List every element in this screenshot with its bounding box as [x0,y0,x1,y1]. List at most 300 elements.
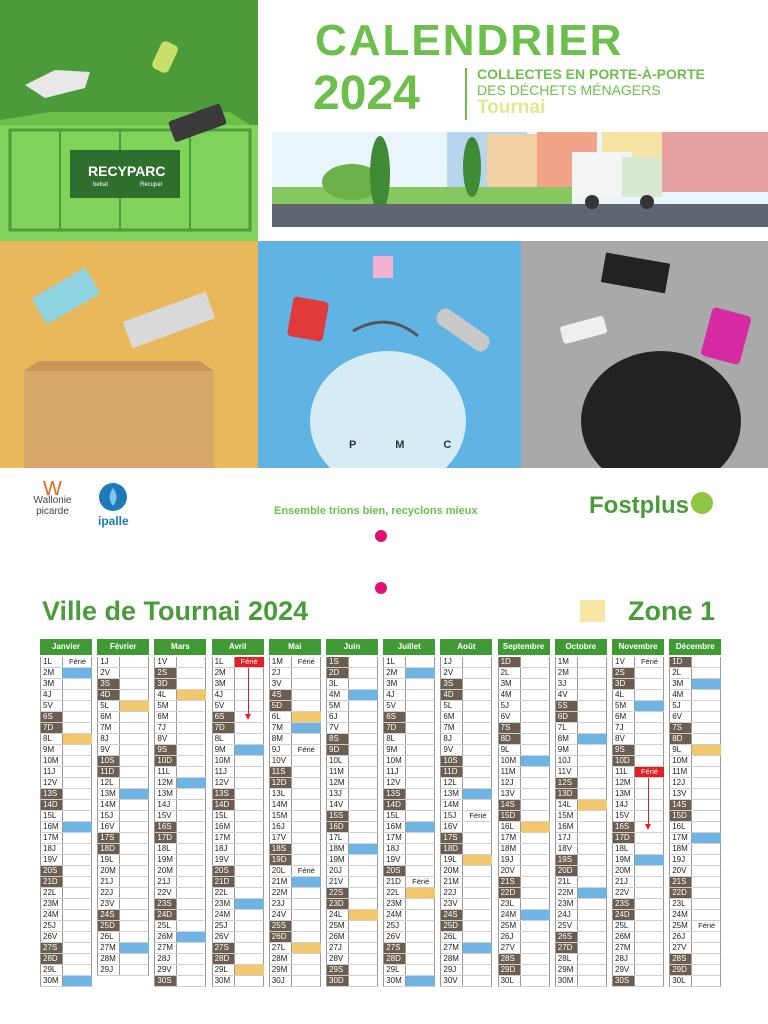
day-row [555,921,607,932]
day-row [40,800,92,811]
collection-cell [463,921,492,931]
collection-cell [292,712,321,722]
collection-cell [578,844,607,854]
collection-cell [235,800,264,810]
day-row [669,679,721,690]
day-row [383,811,435,822]
day-label: 11J [213,767,235,777]
collection-cell [635,800,664,810]
month-column [669,639,721,1024]
day-label: 16S [613,822,635,832]
collection-cell [406,888,435,898]
day-label: 8M [270,734,292,744]
residual-waste-panel [521,241,768,468]
day-row [555,668,607,679]
day-label: 1V [155,657,177,667]
day-row [154,679,206,690]
day-row [440,877,492,888]
day-label: 21D [41,877,63,887]
day-row [612,888,664,899]
day-label: 28J [613,954,635,964]
day-row [154,877,206,888]
day-label: 13M [613,789,635,799]
collection-cell [463,932,492,942]
day-label: 6D [556,712,578,722]
day-label: 14J [613,800,635,810]
day-label: 19M [327,855,349,865]
day-label: 3M [499,679,521,689]
day-row [383,855,435,866]
header-divider [465,68,467,120]
day-label: 7S [499,723,521,733]
day-label: 2S [155,668,177,678]
collection-cell [578,668,607,678]
day-label: 24V [270,910,292,920]
day-label: 11S [270,767,292,777]
collection-cell [120,690,149,700]
day-label: 12J [670,778,692,788]
day-label: 29V [155,965,177,975]
day-label: 26M [155,932,177,942]
day-row [40,789,92,800]
day-row [440,734,492,745]
day-row [212,855,264,866]
collection-cell [177,789,206,799]
day-row [269,921,321,932]
day-row [383,712,435,723]
day-row [40,833,92,844]
day-row [326,943,378,954]
day-label: 3M [384,679,406,689]
day-label: 7D [41,723,63,733]
collection-cell [349,921,378,931]
day-row [669,855,721,866]
collection-cell [235,844,264,854]
day-row [669,976,721,987]
day-label: 6M [98,712,120,722]
day-label: 6S [213,712,235,722]
collection-cell [292,910,321,920]
collection-cell [463,877,492,887]
day-label: 29D [670,965,692,975]
day-label: 29M [556,965,578,975]
collection-cell [292,679,321,689]
day-row [97,921,149,932]
day-label: 3D [155,679,177,689]
collection-cell [120,767,149,777]
day-label: 22V [613,888,635,898]
day-label: 4M [499,690,521,700]
day-row [326,668,378,679]
day-label: 9D [327,745,349,755]
day-label: 20M [155,866,177,876]
day-row [440,723,492,734]
day-label: 19V [384,855,406,865]
collection-cell [349,745,378,755]
calendar-title: CALENDRIER [315,16,624,65]
collection-cell [578,855,607,865]
collection-cell [292,855,321,865]
day-label: 6V [670,712,692,722]
collection-cell [578,811,607,821]
day-row [269,734,321,745]
day-row [440,921,492,932]
collection-cell [692,756,721,766]
day-row [669,833,721,844]
day-label: 13M [441,789,463,799]
day-row [269,723,321,734]
day-label: 16S [155,822,177,832]
collection-cell [235,833,264,843]
collection-cell [463,910,492,920]
day-row [154,899,206,910]
day-label: 11L [155,767,177,777]
collection-cell [292,921,321,931]
subtitle-city: Tournai [477,97,546,118]
collection-cell [406,778,435,788]
day-label: 25V [556,921,578,931]
collection-cell [177,800,206,810]
day-row [154,701,206,712]
day-row [498,811,550,822]
zone-color-swatch [580,600,605,622]
day-row [440,855,492,866]
day-row [555,954,607,965]
day-label: 2S [613,668,635,678]
collection-cell [177,899,206,909]
shift-arrow [248,668,249,714]
collection-cell [692,965,721,975]
collection-cell [692,811,721,821]
collection-cell: Férié [297,657,315,666]
collection-cell [235,767,264,777]
day-row [383,800,435,811]
day-label: 7S [670,723,692,733]
day-row [269,712,321,723]
collection-cell [463,822,492,832]
day-label: 29J [98,965,120,975]
collection-cell [235,690,264,700]
day-label: 5V [41,701,63,711]
day-label: 24M [499,910,521,920]
day-row [498,965,550,976]
day-label: 25L [613,921,635,931]
day-label: 28J [155,954,177,964]
collection-cell [177,943,206,953]
month-column [97,639,149,1024]
month-header: Avril [212,639,264,655]
day-label: 15L [384,811,406,821]
day-label: 16L [499,822,521,832]
day-label: 17V [270,833,292,843]
collection-cell [63,822,92,832]
day-row [612,712,664,723]
collection-cell [120,756,149,766]
collection-cell [521,844,550,854]
collection-cell [692,789,721,799]
day-row [269,910,321,921]
day-row [383,657,435,668]
collection-cell [692,943,721,953]
day-row [269,690,321,701]
day-label: 4M [670,690,692,700]
month-column [440,639,492,1024]
day-row [669,822,721,833]
day-row [498,734,550,745]
day-row [669,899,721,910]
day-row [555,723,607,734]
day-label: 19V [41,855,63,865]
collection-cell [521,866,550,876]
day-row [40,767,92,778]
collection-cell [235,932,264,942]
day-row [269,745,321,756]
day-row [97,844,149,855]
day-row [154,767,206,778]
day-label: 25J [384,921,406,931]
collection-cell [578,866,607,876]
day-label: 20M [98,866,120,876]
day-row [440,954,492,965]
collection-cell: Férié [235,657,264,667]
collection-cell [63,811,92,821]
day-row [326,657,378,668]
day-row [612,921,664,932]
collection-cell [635,811,664,821]
collection-cell [349,690,378,700]
day-label: 25L [155,921,177,931]
day-row [40,943,92,954]
collection-cell [578,679,607,689]
day-label: 21M [270,877,292,887]
collection-cell [177,712,206,722]
day-row [212,800,264,811]
day-row [326,745,378,756]
day-row [154,778,206,789]
day-row [154,844,206,855]
day-row [612,778,664,789]
day-row [383,789,435,800]
day-label: 28M [441,954,463,964]
day-row [669,954,721,965]
collection-cell [177,932,206,942]
day-label: 11J [384,767,406,777]
day-row [440,932,492,943]
day-row [154,921,206,932]
day-row [612,811,664,822]
day-row [326,932,378,943]
day-row [212,866,264,877]
day-label: 10M [670,756,692,766]
day-row [440,844,492,855]
collection-cell [692,734,721,744]
collection-cell: Férié [635,767,664,777]
collection-cell [406,745,435,755]
day-label: 1D [499,657,521,667]
day-label: 22J [441,888,463,898]
day-label: 9L [670,745,692,755]
pmc-panel [258,241,521,468]
collection-cell: Férié [297,745,315,754]
collection-cell [63,943,92,953]
collection-cell [578,734,607,744]
day-label: 4M [327,690,349,700]
day-label: 5S [556,701,578,711]
day-row [326,910,378,921]
collection-cell [463,844,492,854]
day-row [555,690,607,701]
day-row [40,932,92,943]
day-label: 12M [155,778,177,788]
day-label: 8D [499,734,521,744]
day-row [269,767,321,778]
collection-cell [120,679,149,689]
day-label: 15M [556,811,578,821]
collection-cell [292,877,321,887]
day-label: 19L [441,855,463,865]
collection-cell [63,778,92,788]
collection-cell [635,888,664,898]
day-row [440,767,492,778]
day-label: 23S [613,899,635,909]
day-label: 27M [155,943,177,953]
collection-cell [292,932,321,942]
day-row [383,833,435,844]
day-row [269,668,321,679]
collection-cell [692,844,721,854]
recyparc-sign: RECYPARC [88,163,166,179]
day-label: 8L [384,734,406,744]
collection-cell [406,657,435,667]
collection-cell [692,745,721,755]
day-label: 8V [613,734,635,744]
collection-cell [578,976,607,986]
day-label: 13V [499,789,521,799]
day-row [669,866,721,877]
day-row [612,789,664,800]
collection-cell [235,888,264,898]
day-label: 20J [327,866,349,876]
day-row [212,712,264,723]
collection-cell [120,943,149,953]
day-row [555,767,607,778]
day-label: 15J [441,811,463,821]
day-label: 21J [613,877,635,887]
day-label: 23J [270,899,292,909]
day-row [97,943,149,954]
collection-cell [692,932,721,942]
day-row [40,690,92,701]
day-row [326,954,378,965]
collection-cell [349,855,378,865]
collection-cell [63,866,92,876]
day-row [154,822,206,833]
day-label: 29L [41,965,63,975]
day-label: 18M [499,844,521,854]
collection-cell [635,723,664,733]
day-row [555,943,607,954]
collection-cell [406,734,435,744]
day-row [383,679,435,690]
day-row [555,679,607,690]
day-row [326,976,378,987]
day-label: 26M [613,932,635,942]
collection-cell [235,855,264,865]
day-row [440,668,492,679]
day-label: 16M [213,822,235,832]
day-label: 20M [613,866,635,876]
day-label: 14S [670,800,692,810]
day-row [498,745,550,756]
day-row [97,822,149,833]
day-row [383,888,435,899]
day-row [383,943,435,954]
collection-cell [578,712,607,722]
collection-cell [63,668,92,678]
collection-cell [463,855,492,865]
recyparc-illustration [0,0,258,241]
collection-cell [63,701,92,711]
day-row [154,745,206,756]
collection-cell [349,943,378,953]
arrowhead-icon [645,824,651,830]
day-label: 1V [613,657,635,667]
collection-cell [635,844,664,854]
day-label: 22V [155,888,177,898]
collection-cell [463,668,492,678]
day-row [669,932,721,943]
collection-cell [578,932,607,942]
day-label: 10M [213,756,235,766]
day-label: 11V [556,767,578,777]
day-label: 7M [270,723,292,733]
day-label: 1M [556,657,578,667]
collection-cell [463,734,492,744]
day-label: 9J [270,745,292,755]
day-label: 19L [98,855,120,865]
day-label: 18D [98,844,120,854]
day-row [269,932,321,943]
collection-cell [120,811,149,821]
collection-cell [406,866,435,876]
day-row [555,866,607,877]
day-label: 22L [213,888,235,898]
day-row [326,778,378,789]
day-label: 30S [613,976,635,986]
day-row [40,657,92,668]
day-label: 28D [384,954,406,964]
collection-cell [349,976,378,986]
day-label: 28D [41,954,63,964]
day-row [383,745,435,756]
day-label: 20L [270,866,292,876]
day-label: 22M [556,888,578,898]
day-row [97,855,149,866]
day-label: 9V [98,745,120,755]
collection-cell [235,811,264,821]
cardboard-illustration [0,241,258,468]
collection-cell [177,877,206,887]
day-row [154,723,206,734]
day-label: 23V [98,899,120,909]
day-row [498,866,550,877]
day-label: 18L [155,844,177,854]
collection-cell [692,822,721,832]
collection-cell [463,866,492,876]
day-row [612,822,664,833]
day-row [269,844,321,855]
day-label: 23M [556,899,578,909]
